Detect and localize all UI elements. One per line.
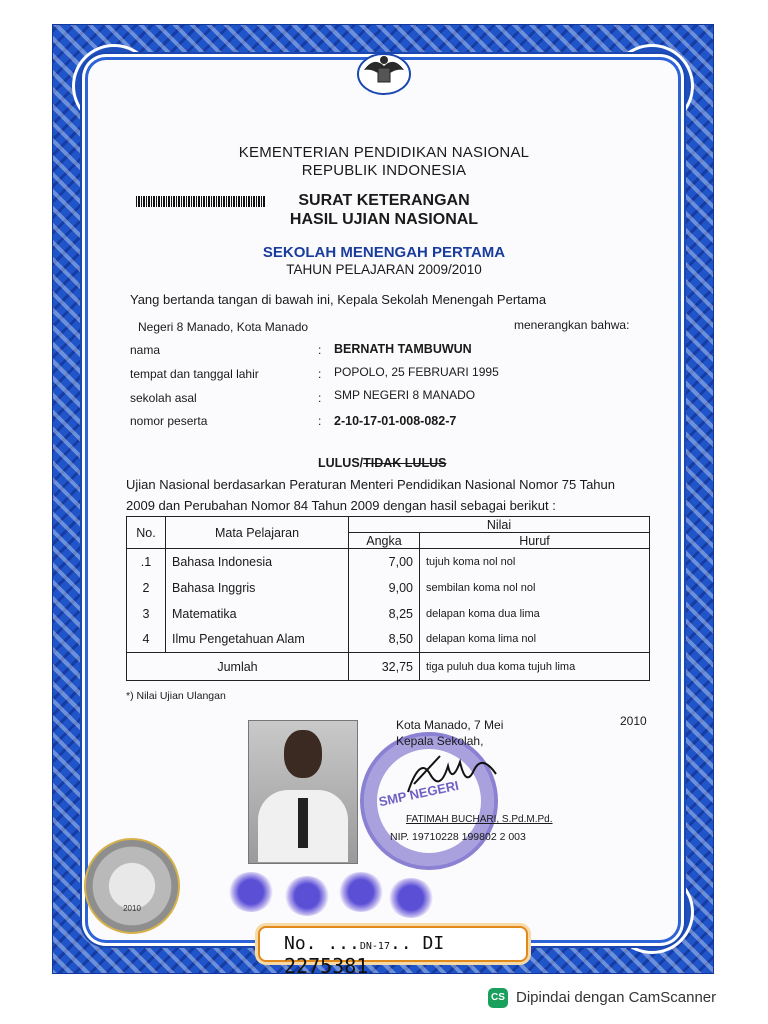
camscanner-logo-icon: CS [488,988,508,1008]
ministry-name: KEMENTERIAN PENDIDIKAN NASIONAL [238,144,530,161]
serial-number-box [258,926,528,978]
row-words: delapan koma dua lima [420,601,650,627]
header-grade: Nilai [349,517,650,533]
declares-text: menerangkan bahwa: [514,318,630,332]
principal-nip: NIP. 19710228 199802 2 003 [390,831,526,843]
serial-value: 2275381 [284,954,369,978]
row-subject: Bahasa Inggris [166,575,349,601]
serial-separator: .. [389,933,412,954]
principal-name: FATIMAH BUCHARI, S.Pd.M.Pd. [406,814,553,825]
field-label: tempat dan tanggal lahir [130,367,259,381]
intro-line: Yang bertanda tangan di bawah ini, Kepala Sekolah Menengah Pertama [130,292,547,307]
fingerprint-4 [388,878,434,918]
garuda-emblem-icon [356,48,412,96]
fingerprint-3 [338,872,384,912]
school-level: SEKOLAH MENENGAH PERTAMA [262,244,506,261]
row-words: tujuh koma nol nol [420,549,650,575]
stamp-text: SMP NEGERI [377,777,461,810]
total-label: Jumlah [127,653,349,681]
header-subject: Mata Pelajaran [166,517,349,549]
fingerprint-1 [228,872,274,912]
row-no: 4 [127,627,166,653]
school-city: Negeri 8 Manado, Kota Manado [138,320,309,334]
serial-prefix: No. ... [284,933,360,954]
document-title: SURAT KETERANGAN [298,192,470,209]
place-date: Kota Manado, 7 Mei [396,718,504,732]
ministry-seal [84,838,180,934]
row-subject: Bahasa Indonesia [166,549,349,575]
basis-line-1: Ujian Nasional berdasarkan Peraturan Menteri Pendidikan Nasional Nomor 75 Tahun [126,477,615,492]
row-subject: Ilmu Pengetahuan Alam [166,627,349,653]
table-row [127,627,650,653]
signature-year: 2010 [620,714,647,728]
table-row [127,549,650,575]
header-numeric: Angka [349,533,420,549]
serial-series: DI [422,933,445,954]
document-subtitle: HASIL UJIAN NASIONAL [289,211,479,228]
grades-table [126,516,650,681]
table-row [127,601,650,627]
field-value-participant-number: 2-10-17-01-008-082-7 [334,414,457,428]
signature-icon [400,744,510,804]
footnote: *) Nilai Ujian Ulangan [126,690,226,702]
row-no: 2 [127,575,166,601]
status-pass: LULUS/ [318,456,364,470]
field-colon: : [318,414,322,428]
row-words: sembilan koma nol nol [420,575,650,601]
fingerprint-2 [284,876,330,916]
field-value-birth: POPOLO, 25 FEBRUARI 1995 [334,365,499,379]
row-numeric: 9,00 [349,575,420,601]
row-no: 3 [127,601,166,627]
total-words: tiga puluh dua koma tujuh lima [420,653,650,681]
serial-code: DN-17 [359,941,390,952]
total-row [127,653,650,681]
header-words: Huruf [420,533,650,549]
principal-role: Kepala Sekolah, [396,734,484,748]
row-subject: Matematika [166,601,349,627]
serial-number [284,933,526,978]
basis-line-2: 2009 dan Perubahan Nomor 84 Tahun 2009 dengan hasil sebagai berikut : [126,498,556,513]
photo-tie [298,798,308,848]
table-row [127,575,650,601]
pass-status [318,456,446,470]
photo-head [284,730,322,778]
row-words: delapan koma lima nol [420,627,650,653]
field-value-school: SMP NEGERI 8 MANADO [334,388,476,402]
field-label: sekolah asal [130,391,197,405]
row-numeric: 8,50 [349,627,420,653]
row-numeric: 8,25 [349,601,420,627]
status-fail-struck: TIDAK LULUS [363,456,447,470]
academic-year: TAHUN PELAJARAN 2009/2010 [286,262,482,277]
field-colon: : [318,367,322,381]
field-colon: : [318,391,322,405]
field-label: nama [130,343,161,357]
field-colon: : [318,343,322,357]
total-numeric: 32,75 [349,653,420,681]
field-value-name: BERNATH TAMBUWUN [334,342,472,356]
seal-year: 2010 [123,904,141,913]
field-label: nomor peserta [130,414,208,428]
row-numeric: 7,00 [349,549,420,575]
header-no: No. [127,517,166,549]
camscanner-watermark: Dipindai dengan CamScanner [516,989,717,1006]
country-name: REPUBLIK INDONESIA [301,162,467,179]
row-no: .1 [127,549,166,575]
